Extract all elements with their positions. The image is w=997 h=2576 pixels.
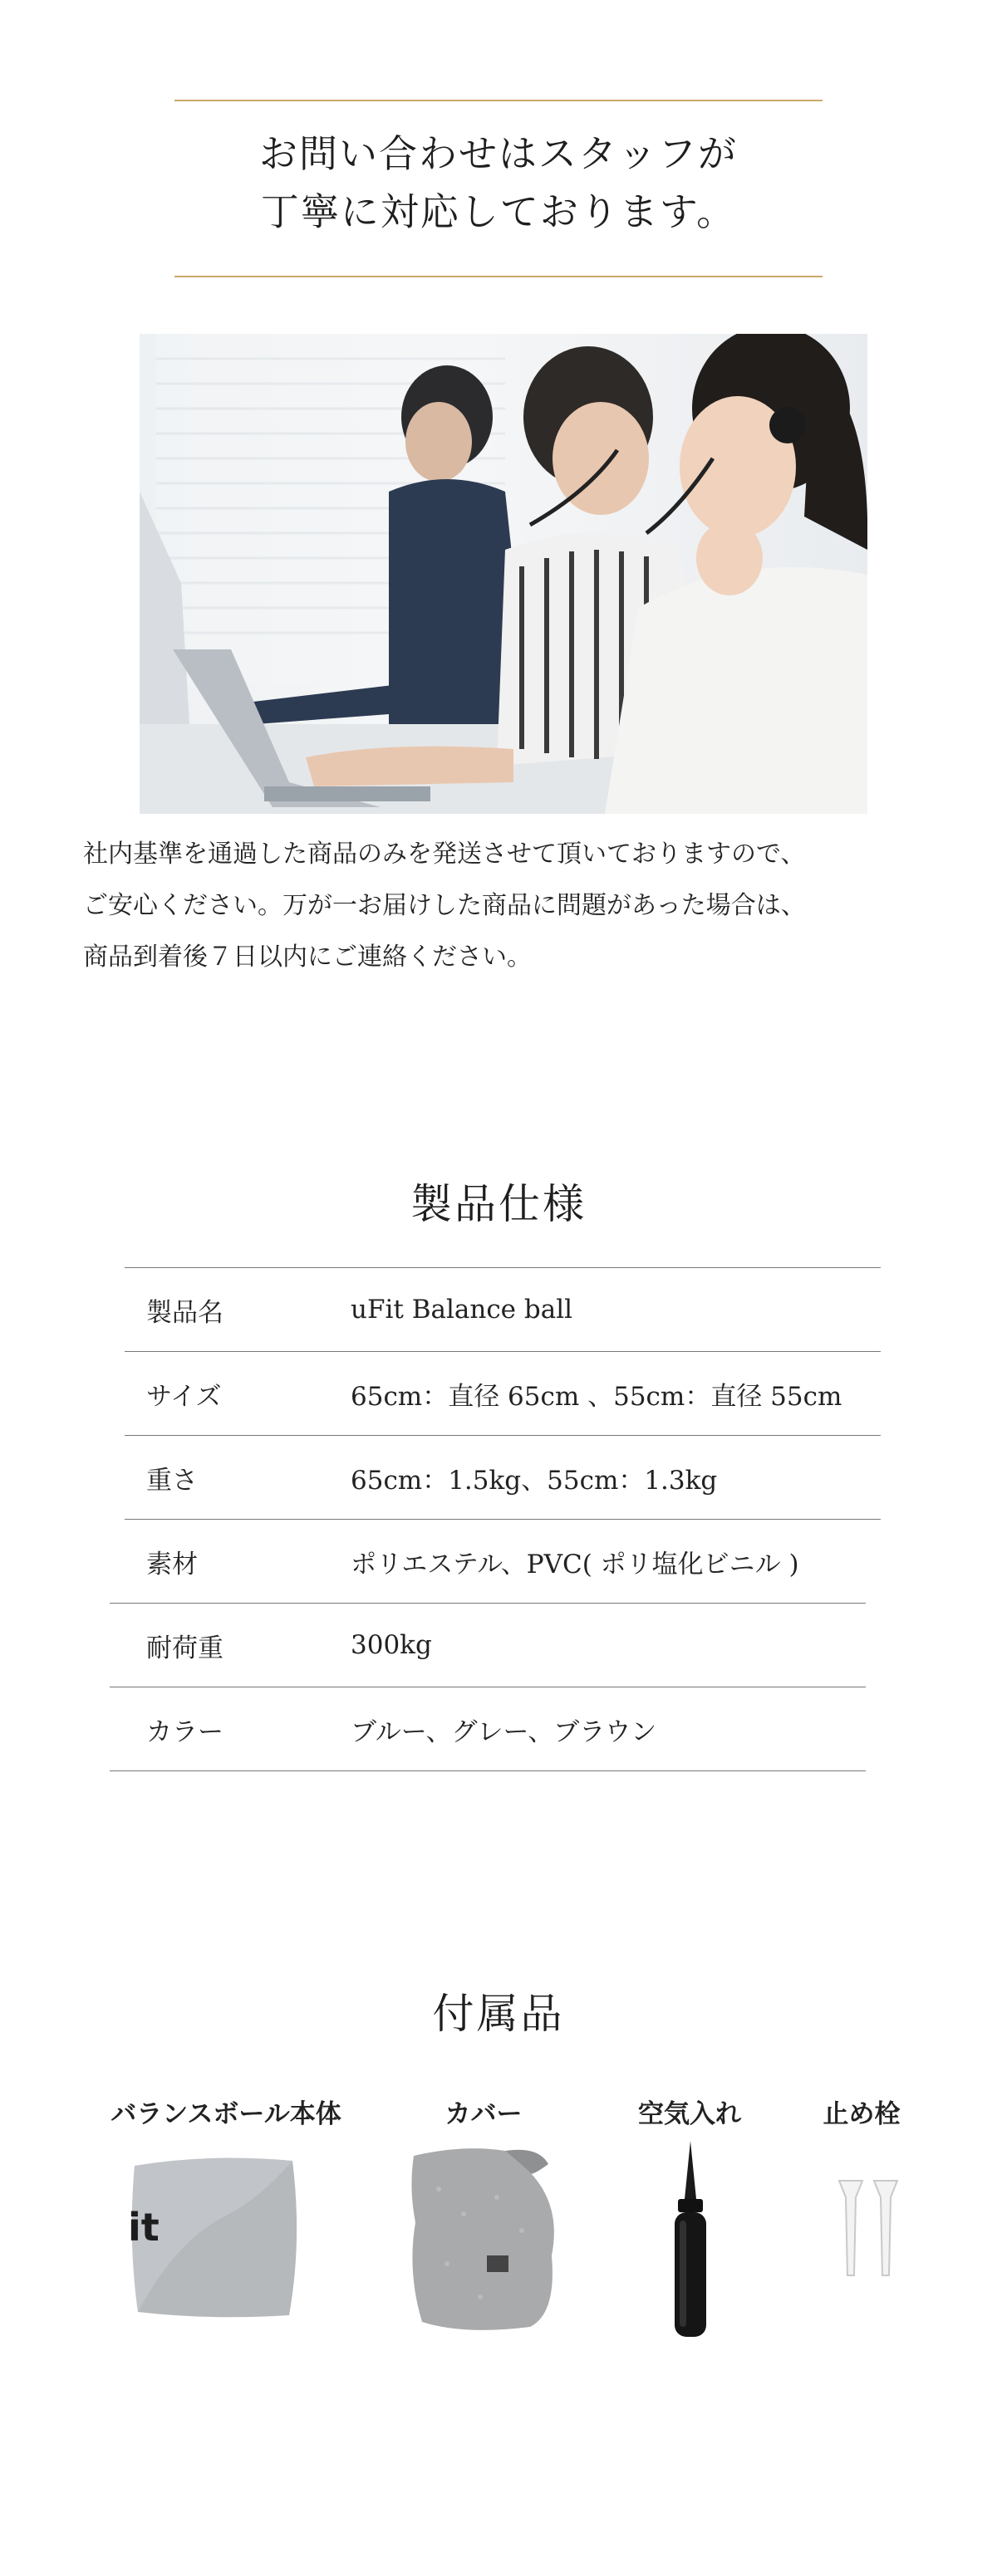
spec-row-weight (125, 1436, 881, 1520)
balance-ball-image (126, 2149, 301, 2324)
spec-row-product-name (125, 1267, 881, 1352)
spec-row-size (125, 1352, 881, 1436)
spec-value: 65cm：1.5kg、55cm：1.3kg (351, 1465, 718, 1496)
spec-row-color (110, 1687, 866, 1771)
accessory-label-ball: バランスボール本体 (111, 2099, 341, 2129)
gold-divider-top (174, 100, 823, 101)
spec-value: 65cm：直径 65cm 、55cm：直径 55cm (351, 1381, 842, 1412)
spec-row-material (110, 1520, 866, 1604)
ball-logo-text: it (128, 2205, 160, 2250)
spec-label: 重さ (146, 1465, 198, 1496)
spec-label: カラー (146, 1717, 223, 1747)
spec-label: サイズ (146, 1381, 222, 1412)
spec-value: uFit Balance ball (351, 1295, 573, 1325)
support-heading-line1: お問い合わせはスタッフが (259, 131, 738, 176)
stopper-plugs-image (831, 2176, 906, 2284)
gold-divider-bottom (174, 276, 823, 277)
air-pump-image (665, 2141, 716, 2340)
spec-value: ポリエステル、PVC( ポリ塩化ビニル ) (351, 1549, 799, 1579)
quality-notice-line2: ご安心ください。万が一お届けした商品に問題があった場合は、 (83, 891, 806, 920)
spec-label: 素材 (146, 1549, 198, 1579)
accessory-label-pump: 空気入れ (638, 2099, 741, 2129)
accessory-label-plug: 止め栓 (823, 2099, 901, 2129)
spec-row-load-capacity (110, 1604, 866, 1687)
support-heading (174, 125, 823, 241)
spec-label: 製品名 (146, 1297, 223, 1328)
specs-heading: 製品仕様 (410, 1180, 587, 1228)
spec-table (125, 1267, 881, 1771)
quality-notice-line1: 社内基準を通過した商品のみを発送させて頂いておりますので、 (83, 840, 806, 869)
cover-image (405, 2139, 563, 2334)
spec-value: ブルー、グレー、ブラウン (351, 1717, 657, 1747)
accessories-heading: 付属品 (432, 1990, 565, 2038)
accessory-label-cover: カバー (444, 2099, 523, 2129)
quality-notice-line3: 商品到着後７日以内にご連絡ください。 (83, 943, 532, 972)
support-heading-line2: 丁寧に対応しております。 (260, 189, 737, 234)
spec-value: 300kg (351, 1630, 432, 1660)
spec-label: 耐荷重 (146, 1633, 223, 1663)
support-staff-photo (140, 334, 867, 814)
quality-notice (83, 829, 922, 983)
